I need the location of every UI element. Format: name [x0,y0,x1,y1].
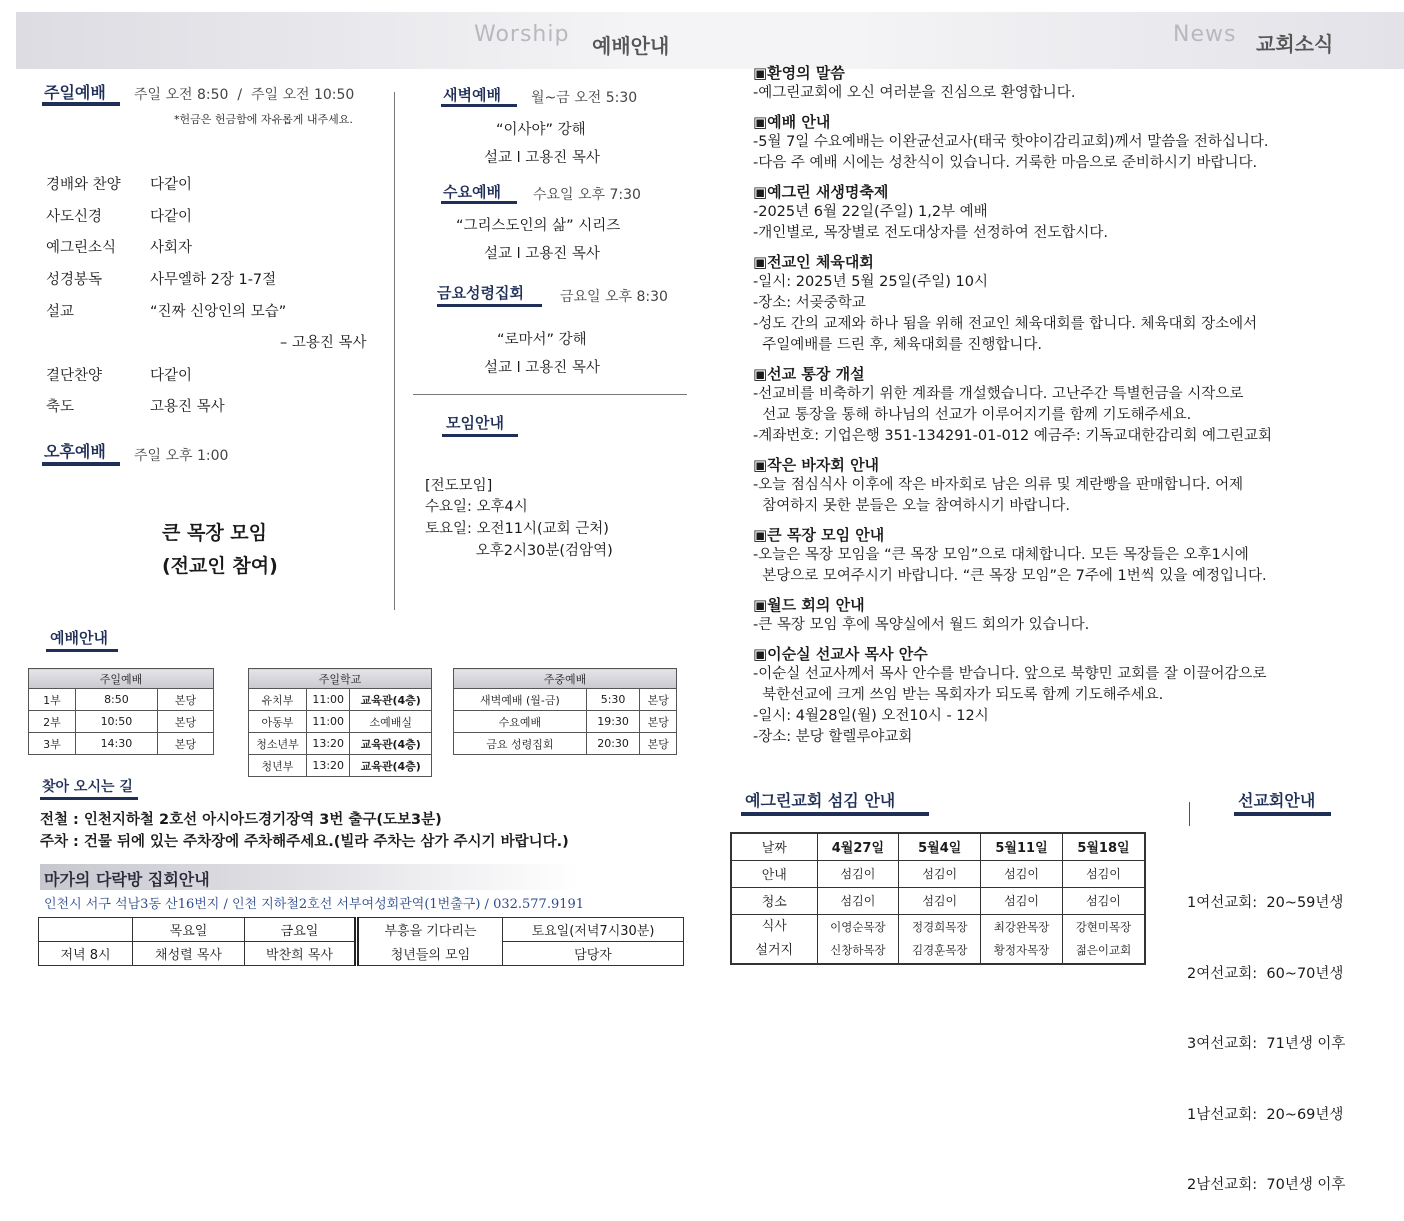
dawn-underline [441,104,517,107]
dawn-title: 새벽예배 [443,86,501,104]
directions-parking: 주차 : 건물 뒤에 있는 주차장에 주차해주세요.(빌라 주차는 삼가 주시기 바랍니다.) [40,834,569,850]
table-row: 청소 섬김이 섬김이 섬김이 섬김이 [731,887,1145,914]
dawn-time: 월~금 오전 5:30 [531,90,638,106]
friday-title: 금요성령집회 [437,284,524,302]
mission-title: 선교회안내 [1238,791,1316,810]
friday-preacher: 설교 l 고용진 목사 [484,360,600,376]
mission-underline [1234,812,1331,816]
meeting-underline [442,434,518,437]
order-row-creed: 사도신경 다같이 [46,209,193,225]
dish-label: 설거지 [755,942,794,958]
sunday-title: 주일예배 [44,83,106,102]
sunday-table-header: 주일예배 [29,669,214,689]
table-row: 청소년부 13:20 교육관(4층) [249,733,432,755]
list-item: 1남선교회: 20~69년생 [1187,1106,1344,1123]
directions-subway: 전철 : 인천지하철 2호선 아시아드경기장역 3번 출구(도보3분) [40,812,442,828]
news-label-en: News [1173,22,1237,47]
worship-label-ko: 예배안내 [592,34,670,58]
afternoon-underline [42,462,120,466]
magha-title: 마가의 다락방 집회안내 [44,870,210,889]
school-table-header: 주일학교 [249,669,432,689]
wednesday-time: 수요일 오후 7:30 [533,187,641,203]
wednesday-title: 수요예배 [443,183,501,201]
school-schedule-table [248,668,432,777]
table-row: 3부 14:30 본당 [29,733,214,755]
list-item: 1여선교회: 20~59년생 [1187,895,1344,911]
news-item-worship: ▣예배 안내 -5월 7일 수요예배는 이완균선교사(태국 핫야이감리교회)께서 말씀을 전하십니다. -다음 주 예배 시에는 성찬식이 있습니다. 거룩한 마음으로 준비하시기 바랍니다. [753,113,1269,171]
sunday-underline [42,102,120,106]
news-item-festival: ▣예그린 새생명축제 -2025년 6월 22일(주일) 1,2부 예배 -개인별로, 목장별로 전도대상자를 선정하여 전도합시다. [753,183,1109,241]
news-item-big-group: ▣큰 목장 모임 안내 -오늘은 목장 모임을 “큰 목장 모임”으로 대체합니다. 모든 목장들은 오후1시에 본당으로 모여주시기 바랍니다. “큰 목장 모임”은 7주에 1번씩 있을 예정입니다. [753,526,1267,584]
sunday-schedule-table [28,668,214,755]
mission-list [1187,845,1345,1221]
service-underline [741,812,929,816]
worship-label-en: Worship [474,22,570,47]
service-table [730,832,1146,965]
news-item-welcome: ▣환영의 말씀 -예그린교회에 오신 여러분을 진심으로 환영합니다. [753,64,1076,101]
table-row: 수요예배 19:30 본당 [454,711,677,733]
table-row: 아동부 11:00 소예배실 [249,711,432,733]
order-row-response: 결단찬양 다같이 [46,368,193,384]
afternoon-title: 오후예배 [44,442,106,461]
order-row-sermon: 설교 “진짜 신앙인의 모습” [46,304,287,320]
list-item: 3여선교회: 71년생 이후 [1187,1036,1346,1052]
service-title: 예그린교회 섬김 안내 [745,791,896,810]
column-divider [394,92,395,610]
schedule-underline [46,649,118,652]
weekday-table-header: 주중예배 [454,669,677,689]
wednesday-preacher: 설교 l 고용진 목사 [484,246,600,262]
dawn-preacher: 설교 l 고용진 목사 [484,150,600,166]
table-row: 청년부 13:20 교육관(4층) [249,755,432,777]
friday-sermon: “로마서” 강해 [497,332,587,348]
meeting-title: 모임안내 [446,414,504,432]
meeting-line-3: 토요일: 오전11시(교회 근처) [425,521,609,537]
table-row: 새벽예배 (월-금) 5:30 본당 [454,689,677,711]
meeting-line-1: [전도모임] [425,478,493,494]
meeting-line-4: 오후2시30분(검암역) [425,543,613,559]
sunday-times: 주일 오전 8:50 / 주일 오전 10:50 [134,87,355,103]
weekday-schedule-table [453,668,677,755]
table-row: 2부 10:50 본당 [29,711,214,733]
news-item-bazaar: ▣작은 바자회 안내 -오늘 점심식사 이후에 작은 바자회로 남은 의류 및 계란빵을 판매합니다. 어제 참여하지 못한 분들은 오늘 참여하시기 바랍니다. [753,456,1244,514]
list-item: 2남선교회: 70년생 이후 [1187,1177,1346,1193]
order-row-praise: 경배와 찬양 다같이 [46,177,193,193]
magha-address: 인천시 서구 석남3동 산16번지 / 인천 지하철2호선 서부여성회관역(1번출구) / 032.577.9191 [44,897,585,912]
news-list [753,64,1393,757]
section-divider [413,394,687,395]
table-row: 1부 8:50 본당 [29,689,214,711]
table-row: 유치부 11:00 교육관(4층) [249,689,432,711]
directions-title: 찾아 오시는 길 [42,779,133,795]
sermon-preacher: – 고용진 목사 [280,335,367,351]
friday-underline [437,304,542,307]
order-row-reading: 성경봉독 사무엘하 2장 1-7절 [46,272,277,288]
table-row: 식사 설거지 이영순목장 신창하목장 정경희목장 김경훈목장 최강완목장 황정자목장 강현미목장 젊은이교회 [731,914,1145,964]
table-row: 금요 성령집회 20:30 본당 [454,733,677,755]
directions-underline [40,797,138,800]
afternoon-line2: (전교인 참여) [162,555,278,577]
news-item-sports-day: ▣전교인 체육대회 -일시: 2025년 5월 25일(주일) 10시 -장소: 서곶중학교 -성도 간의 교제와 하나 됨을 위해 전교인 체육대회를 합니다. 체육대회 장소에서 주일예배를 드린 후, 체육대회를 진행합니다. [753,253,1258,353]
order-row-news: 예그린소식 사회자 [46,240,193,256]
table-row: 목요일 금요일 부흥을 기다리는 토요일(저녁7시30분) [39,918,684,942]
order-row-benediction: 축도 고용진 목사 [46,399,225,415]
magha-table [38,917,684,966]
mission-divider [1189,802,1190,826]
table-row: 저녁 8시 채성렬 목사 박찬희 목사 청년들의 모임 담당자 [39,942,684,966]
afternoon-time: 주일 오후 1:00 [134,448,229,464]
offering-note: *헌금은 헌금함에 자유롭게 내주세요. [174,113,353,126]
afternoon-line1: 큰 목장 모임 [162,522,267,544]
table-row: 안내 섬김이 섬김이 섬김이 섬김이 [731,860,1145,887]
meeting-line-2: 수요일: 오후4시 [425,499,528,515]
friday-time: 금요일 오후 8:30 [560,289,668,305]
meal-label: 식사 [761,918,787,934]
news-item-ordination: ▣이순실 선교사 목사 안수 -이순실 선교사께서 목사 안수를 받습니다. 앞으로 북향민 교회를 잘 이끌어감으로 북한선교에 크게 쓰임 받는 목회자가 되도록 함께 기도해주세요. -일시: 4월28일(월) 오전10시 - 12시 -장소: 분당 할렐루야교회 [753,645,1267,745]
dawn-sermon: “이사야” 강해 [496,122,586,138]
wednesday-sermon: “그리스도인의 삶” 시리즈 [456,218,621,234]
wednesday-underline [441,201,517,204]
schedule-title: 예배안내 [50,629,108,647]
news-label-ko: 교회소식 [1256,32,1334,56]
news-item-mission-account: ▣선교 통장 개설 -선교비를 비축하기 위한 계좌를 개설했습니다. 고난주간 특별헌금을 시작으로 선교 통장을 통해 하나님의 선교가 이루어지기를 함께 기도해주세요. -계좌번호: 기업은행 351-134291-01-012 예금주: 기독교대한감리회 예그린교회 [753,365,1273,444]
list-item: 2여선교회: 60~70년생 [1187,965,1344,982]
news-item-world-meeting: ▣월드 회의 안내 -큰 목장 모임 후에 목양실에서 월드 회의가 있습니다. [753,596,1090,633]
table-row: 날짜 4월27일 5월4일 5월11일 5월18일 [731,833,1145,860]
